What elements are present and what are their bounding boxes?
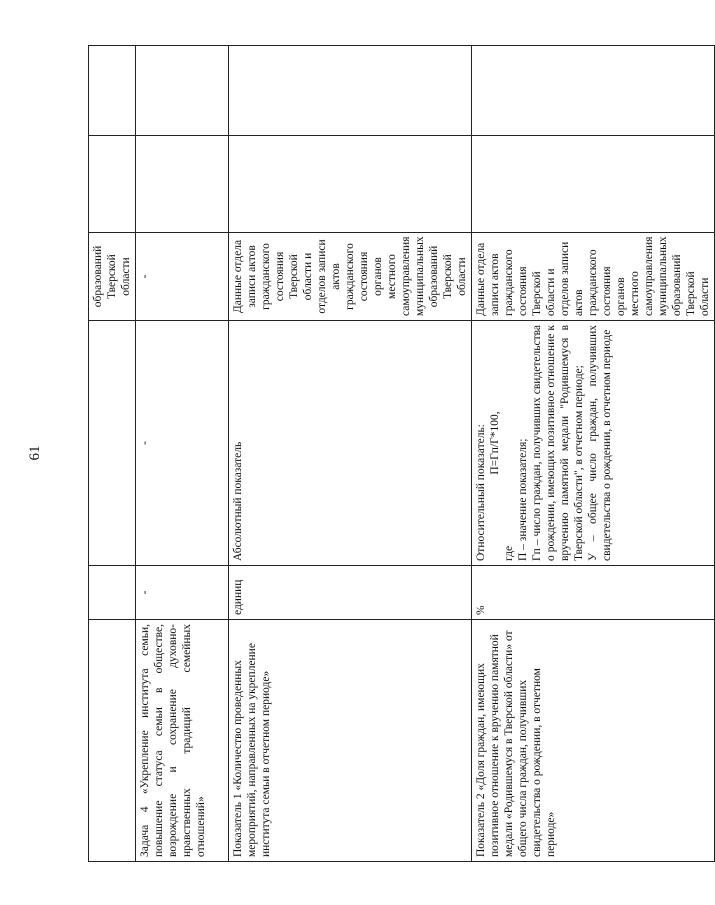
task-empty-cell-5 [136, 136, 229, 233]
task-method-cell: - [136, 321, 229, 566]
indicators-table [88, 45, 715, 862]
header-cell-2 [89, 566, 136, 620]
method-def-p: П – значение показателя; [517, 438, 529, 561]
indicator1-empty-cell-6 [229, 46, 472, 136]
header-cell-4 [89, 233, 136, 321]
indicator1-empty-cell-5 [229, 136, 472, 233]
method-intro: Относительный показатель: [475, 424, 487, 561]
method-formula: П=Гп/Г*100, [489, 411, 501, 475]
method-def-u: У – общее число граждан, получивших свидетельства о рождении, в отчетном периоде [587, 325, 613, 561]
table-row-indicator-1 [229, 46, 472, 862]
rotated-table-container [88, 46, 711, 862]
indicator1-text-cell: Показатель 1 «Количество проведенных мероприятий, направленных на укрепление института семьи в отчетном периоде» [229, 620, 472, 862]
header-cell-5 [89, 136, 136, 233]
indicator2-unit-cell: % [472, 566, 715, 620]
task-unit-cell: - [136, 566, 229, 620]
task-text-cell: Задача 4 «Укрепление института семьи, повышение статуса семьи в обществе, возрождение и сохранение духовно-нравственных традиций семейных отношений» [136, 620, 229, 862]
method-where: где [503, 545, 515, 561]
indicator1-unit-cell: единиц [229, 566, 472, 620]
indicator2-method-cell [472, 321, 715, 566]
table-row-task [136, 46, 229, 862]
indicator2-empty-cell-5 [472, 136, 715, 233]
indicator2-source-cell: Данные отдела записи актов гражданского состояния Тверской области и отделов записи актов гражданского состояния органов местного самоуправления муниципальных образований Тверской области [472, 233, 715, 321]
indicator1-source-cell: Данные отдела записи актов гражданского состояния Тверской области и отделов записи актов гражданского состояния органов местного самоуправления муниципальных образований Тверской области [229, 233, 472, 321]
header-cell-4-text: образований Тверской области [92, 245, 132, 308]
header-cell-6 [89, 46, 136, 136]
page-number: 61 [27, 445, 43, 461]
indicator2-empty-cell-6 [472, 46, 715, 136]
table-header-row [89, 46, 136, 862]
method-def-gp: Гп – число граждан, получивших свидетельства о рождении, имеющих позитивное отношение к вручению памятной медали "Родившемуся в Тверской области", в отчетном периоде; [531, 325, 585, 561]
header-cell-1 [89, 620, 136, 862]
table-row-indicator-2 [472, 46, 715, 862]
header-cell-3 [89, 321, 136, 566]
document-sheet [88, 46, 711, 862]
indicator1-method-cell: Абсолютный показатель [229, 321, 472, 566]
task-empty-cell-6 [136, 46, 229, 136]
task-source-cell: - [136, 233, 229, 321]
indicator2-text-cell: Показатель 2 «Доля граждан, имеющих позитивное отношение к вручению памятной медали «Родившемуся в Тверской области» от общего числа граждан, получивших свидетельства о рождении, в отчетном периоде» [472, 620, 715, 862]
